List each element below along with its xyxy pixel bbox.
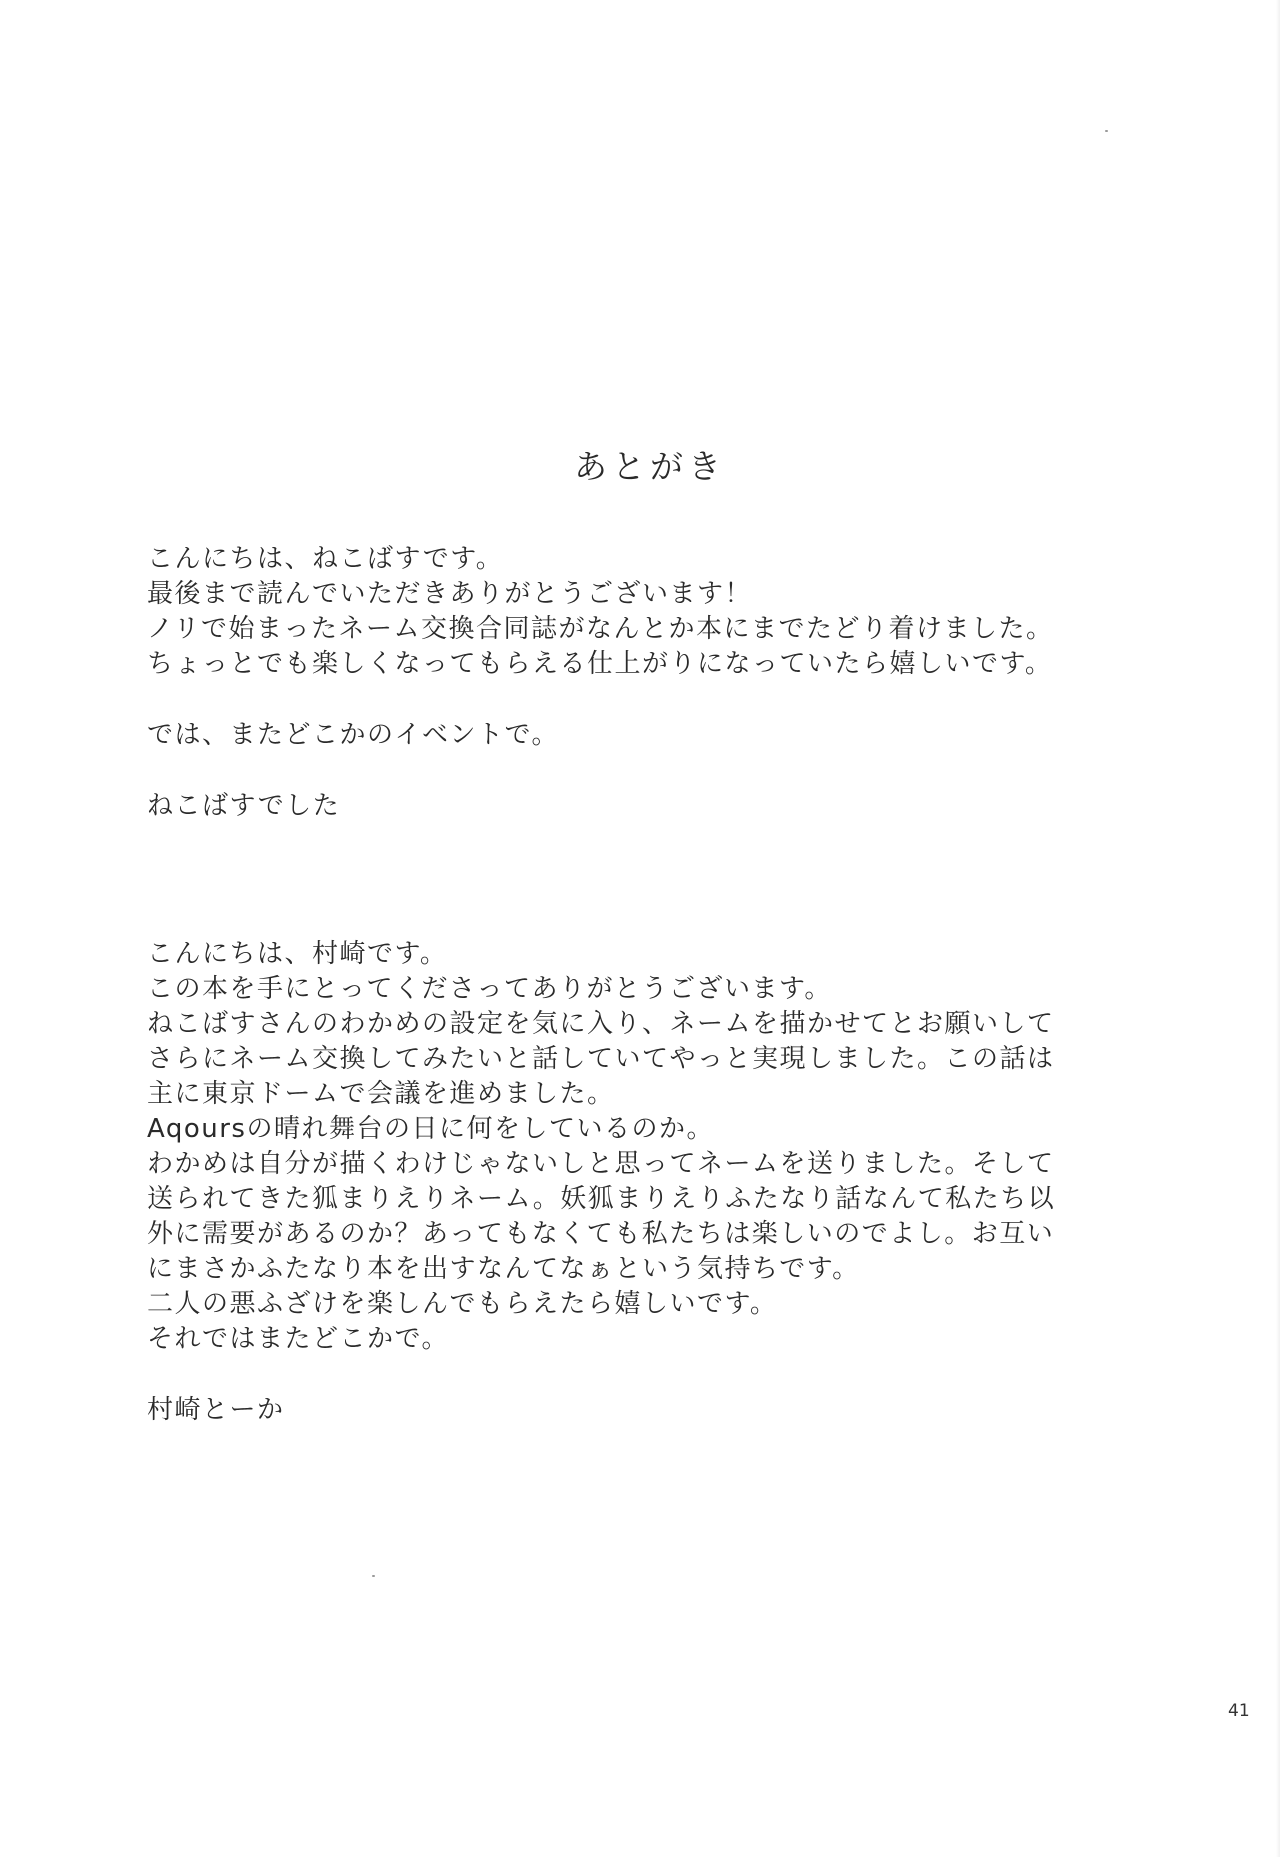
page-number: 41	[1228, 1701, 1250, 1721]
scan-speck	[1105, 130, 1108, 132]
paragraph-line: こんにちは、村崎です。	[147, 939, 448, 969]
author-signature: 村崎とーか	[147, 1395, 285, 1425]
paragraph-line: 外に需要があるのか？あってもなくても私たちは楽しいのでよし。お互い	[147, 1219, 1055, 1249]
afterword-section-nekobasu	[147, 542, 1157, 824]
paragraph-line: ねこばすさんのわかめの設定を気に入り、ネームを描かせてとお願いして	[147, 1009, 1055, 1039]
paragraph-line: 二人の悪ふざけを楽しんでもらえたら嬉しいです。	[147, 1289, 778, 1319]
paragraph-line: ノリで始まったネーム交換合同誌がなんとか本にまでたどり着けました。	[147, 614, 1054, 644]
closing-line: では、またどこかのイベントで。	[147, 720, 559, 750]
paragraph-line: 主に東京ドームで会議を進めました。	[147, 1079, 615, 1109]
afterword-section-murasaki	[147, 937, 1157, 1428]
paragraph-line: それではまたどこかで。	[147, 1324, 449, 1354]
paragraph-line: ちょっとでも楽しくなってもらえる仕上がりになっていたら嬉しいです。	[147, 649, 1053, 679]
page-title: あとがき	[574, 447, 726, 486]
paragraph-line: この本を手にとってくださってありがとうございます。	[147, 974, 832, 1004]
paragraph-line: にまさかふたなり本を出すなんてなぁという気持ちです。	[147, 1254, 860, 1284]
paragraph-line: 送られてきた狐まりえりネーム。妖狐まりえりふたなり話なんて私たち以	[147, 1184, 1056, 1214]
paragraph-line: 最後まで読んでいただきありがとうございます！	[147, 579, 753, 609]
paragraph-line: こんにちは、ねこばすです。	[147, 544, 504, 574]
paragraph-line: Aqoursの晴れ舞台の日に何をしているのか。	[147, 1114, 714, 1144]
paragraph-line: さらにネーム交換してみたいと話していてやっと実現しました。この話は	[147, 1044, 1055, 1074]
scan-speck	[372, 1575, 375, 1577]
page-edge	[1276, 0, 1280, 1857]
paragraph-line: わかめは自分が描くわけじゃないしと思ってネームを送りました。そして	[147, 1149, 1055, 1179]
author-signature: ねこばすでした	[147, 791, 341, 821]
